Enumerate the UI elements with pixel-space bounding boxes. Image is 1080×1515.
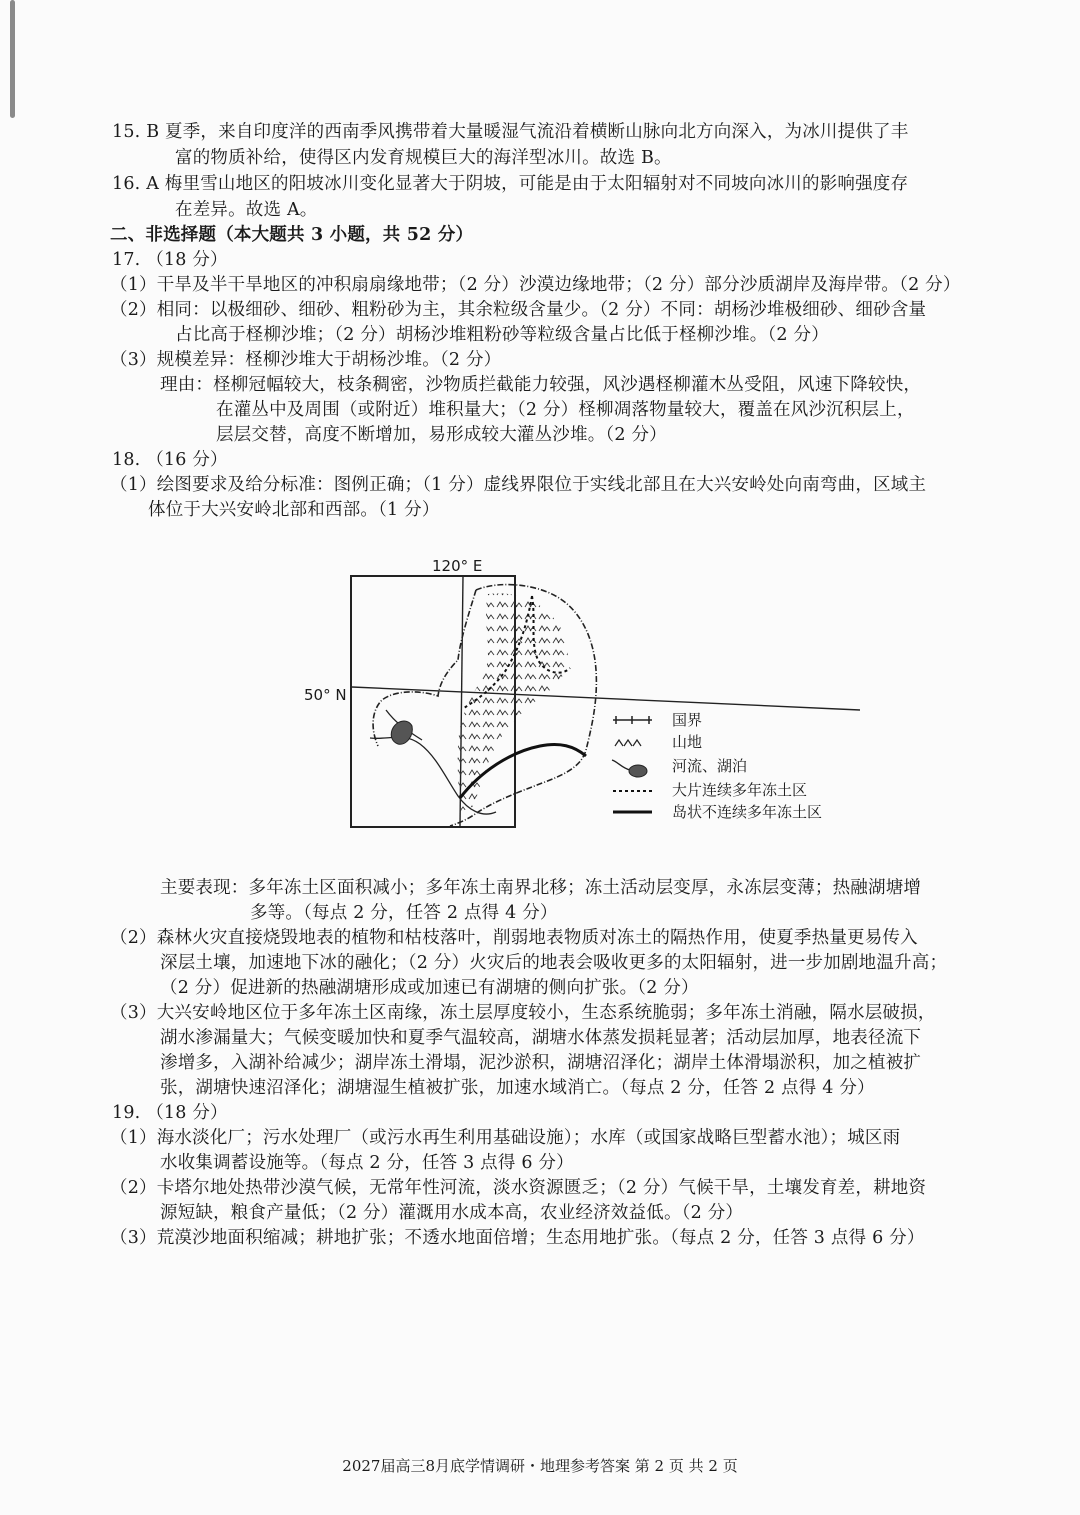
q18-part2-line-3: （2 分）促进新的热融湖塘形成或加速已有湖塘的侧向扩张。（2 分） [160, 978, 699, 998]
longitude-label: 120° E [432, 557, 483, 575]
q18-part3-line-1: （3）大兴安岭地区位于多年冻土区南缘，冻土层厚度较小，生态系统脆弱；多年冻土消融，隔水层破损， [110, 1003, 936, 1023]
q17-part1: （1）干旱及半干旱地区的冲积扇扇缘地带；（2 分）沙漠边缘地带；（2 分）部分沙质湖岸及海岸带。（2 分） [110, 275, 961, 295]
q19-header: 19. （18 分） [112, 1103, 228, 1123]
legend-river-lake-label: 河流、湖泊 [672, 757, 748, 775]
q18-main-line-2: 多等。（每点 2 分，任答 2 点得 4 分） [250, 903, 558, 923]
q18-part2-line-1: （2）森林火灾直接烧毁地表的植物和枯枝落叶，削弱地表物质对冻土的隔热作用，使夏季热量更易传入 [110, 928, 918, 948]
q19-part1-line-1: （1）海水淡化厂；污水处理厂（或污水再生利用基础设施）；水库（或国家战略巨型蓄水池）；城区雨 [110, 1128, 901, 1148]
q17-part3-line-3: 在灌丛中及周围（或附近）堆积量大；（2 分）柽柳凋落物量较大，覆盖在风沙沉积层上， [216, 400, 915, 420]
q18-part3-line-3: 渗增多，入湖补给减少；湖岸冻土滑塌，泥沙淤积，湖塘沼泽化；湖岸土体滑塌淤积，加之植被扩 [160, 1053, 922, 1073]
q18-part2-line-2: 深层土壤，加速地下冰的融化；（2 分）火灾后的地表会吸收更多的太阳辐射，进一步加剧地温升高； [160, 953, 948, 973]
legend-mountain-label: 山地 [672, 733, 703, 751]
q17-part2-line-2: 占比高于柽柳沙堆；（2 分）胡杨沙堆粗粉砂等粒级含量占比低于柽柳沙堆。（2 分） [175, 325, 829, 345]
legend-border-label: 国界 [672, 711, 703, 729]
q16-line-2: 在差异。故选 A。 [175, 200, 318, 220]
lake [391, 721, 412, 744]
parallel-50n [352, 687, 860, 710]
legend-river-lake-symbol [612, 760, 647, 777]
page-footer: 2027届高三8月底学情调研・地理参考答案 第 2 页 共 2 页 [342, 1457, 738, 1475]
q19-part3: （3）荒漠沙地面积缩减；耕地扩张；不透水地面倍增；生态用地扩张。（每点 2 分，任答 3 点得 6 分） [110, 1228, 925, 1248]
q17-part3-line-4: 层层交替，高度不断增加，易形成较大灌丛沙堆。（2 分） [216, 425, 667, 445]
permafrost-map [300, 550, 860, 840]
q18-header: 18. （16 分） [112, 450, 228, 470]
q19-part1-line-2: 水收集调蓄设施等。（每点 2 分，任答 3 点得 6 分） [160, 1153, 574, 1173]
q17-part2-line-1: （2）相同：以极细砂、细砂、粗粉砂为主，其余粒级含量少。（2 分）不同：胡杨沙堆极细砂、细砂含量 [110, 300, 927, 320]
q17-part3-line-1: （3）规模差异：柽柳沙堆大于胡杨沙堆。（2 分） [110, 350, 502, 370]
legend-mountain-symbol [615, 740, 641, 746]
q17-header: 17. （18 分） [112, 250, 228, 270]
section2-title: 二、非选择题（本大题共 3 小题，共 52 分） [110, 225, 474, 245]
legend-border-symbol [613, 716, 652, 724]
q18-main-line-1: 主要表现：多年冻土区面积减小；多年冻土南界北移；冻土活动层变厚，永冻层变薄；热融湖塘增 [160, 878, 922, 898]
q18-part3-line-2: 湖水渗漏量大；气候变暖加快和夏季气温较高，湖塘水体蒸发损耗显著；活动层加厚，地表径流下 [160, 1028, 922, 1048]
q16-line-1: 16. A 梅里雪山地区的阳坡冰川变化显著大于阴坡，可能是由于太阳辐射对不同坡向冰川的影响强度存 [112, 174, 909, 194]
legend-continuous-permafrost-label: 大片连续多年冻土区 [672, 781, 808, 799]
legend-island-permafrost-label: 岛状不连续多年冻土区 [672, 803, 823, 821]
q17-part3-line-2: 理由：柽柳冠幅较大，枝条稠密，沙物质拦截能力较强，风沙遇柽柳灌木丛受阻，风速下降较快， [160, 375, 922, 395]
q15-line-1: 15. B 夏季，来自印度洋的西南季风携带着大量暖湿气流沿着横断山脉向北方向深入，为冰川提供了丰 [112, 122, 909, 142]
q19-part2-line-1: （2）卡塔尔地处热带沙漠气候，无常年性河流，淡水资源匮乏；（2 分）气候干旱，土壤发育差，耕地资 [110, 1178, 927, 1198]
q15-line-2: 富的物质补给，使得区内发育规模巨大的海洋型冰川。故选 B。 [175, 148, 672, 168]
q19-part2-line-2: 源短缺，粮食产量低；（2 分）灌溉用水成本高，农业经济效益低。（2 分） [160, 1203, 744, 1223]
q18-part3-line-4: 张，湖塘快速沼泽化；湖塘湿生植被扩张，加速水域消亡。（每点 2 分，任答 2 点得 4 分） [160, 1078, 875, 1098]
q18-part1-line-1: （1）绘图要求及给分标准：图例正确；（1 分）虚线界限位于实线北部且在大兴安岭处向南弯曲，区域主 [110, 475, 927, 495]
latitude-label: 50° N [304, 686, 347, 704]
q18-part1-line-2: 体位于大兴安岭北部和西部。（1 分） [148, 500, 440, 520]
